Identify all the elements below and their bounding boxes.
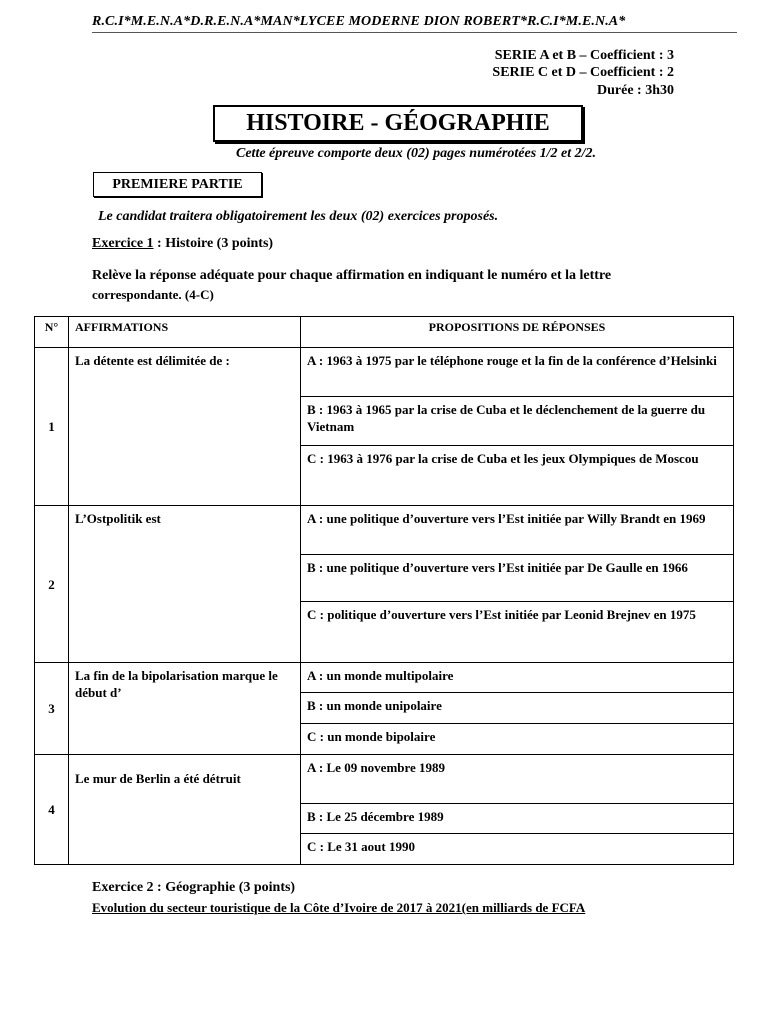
row-number: 1 xyxy=(35,348,69,506)
option: B : une politique d’ouverture vers l’Est initiée par De Gaulle en 1966 xyxy=(301,555,734,602)
exercise2-subtitle: Evolution du secteur touristique de la Côte d’Ivoire de 2017 à 2021(en milliards de FCFA xyxy=(92,900,586,915)
option: A : une politique d’ouverture vers l’Est initiée par Willy Brandt en 1969 xyxy=(301,506,734,555)
table-row xyxy=(35,663,734,693)
exercise1-label: Exercice 1 xyxy=(92,236,154,251)
coefficient-line-1: SERIE A et B – Coefficient : 3 xyxy=(494,48,674,63)
option: A : 1963 à 1975 par le téléphone rouge et la fin de la conférence d’Helsinki xyxy=(301,348,734,397)
instruction-line-1: Relève la réponse adéquate pour chaque affirmation en indiquant le numéro et la lettre xyxy=(92,268,612,283)
header-line: R.C.I*M.E.N.A*D.R.E.N.A*MAN*LYCEE MODERNE DION ROBERT*R.C.I*M.E.N.A* xyxy=(92,14,737,33)
row-number: 2 xyxy=(35,506,69,663)
candidate-note: Le candidat traitera obligatoirement les deux (02) exercices proposés. xyxy=(98,209,499,224)
duration: Durée : 3h30 xyxy=(597,83,674,98)
option: B : Le 25 décembre 1989 xyxy=(301,804,734,834)
option: A : Le 09 novembre 1989 xyxy=(301,755,734,804)
page-title: HISTOIRE - GÉOGRAPHIE xyxy=(213,105,583,142)
table-row xyxy=(35,348,734,397)
pages-note: Cette épreuve comporte deux (02) pages numérotées 1/2 et 2/2. xyxy=(236,146,597,161)
part-label: PREMIERE PARTIE xyxy=(93,172,262,197)
exercise1-instruction xyxy=(92,266,692,304)
option: A : un monde multipolaire xyxy=(301,663,734,693)
option: B : 1963 à 1965 par la crise de Cuba et le déclenchement de la guerre du Vietnam xyxy=(301,397,734,446)
row-number: 3 xyxy=(35,663,69,755)
instruction-line-2: correspondante. (4-C) xyxy=(92,287,214,302)
table-header-row xyxy=(35,317,734,348)
option: C : un monde bipolaire xyxy=(301,724,734,755)
coefficient-line-2: SERIE C et D – Coefficient : 2 xyxy=(492,65,674,80)
option: B : un monde unipolaire xyxy=(301,693,734,724)
affirmation: Le mur de Berlin a été détruit xyxy=(69,755,301,865)
option: C : Le 31 aout 1990 xyxy=(301,834,734,865)
affirmation: L’Ostpolitik est xyxy=(69,506,301,663)
header-affirmations: AFFIRMATIONS xyxy=(69,317,301,348)
affirmation: La détente est délimitée de : xyxy=(69,348,301,506)
option: C : 1963 à 1976 par la crise de Cuba et les jeux Olympiques de Moscou xyxy=(301,446,734,506)
table-row xyxy=(35,755,734,804)
exercise1-rest: : Histoire (3 points) xyxy=(153,236,274,251)
exercise2-heading: Exercice 2 : Géographie (3 points) xyxy=(92,880,296,895)
header-num: N° xyxy=(35,317,69,348)
affirmation: La fin de la bipolarisation marque le début d’ xyxy=(69,663,301,755)
exercise1-heading xyxy=(92,236,273,252)
option: C : politique d’ouverture vers l’Est initiée par Leonid Brejnev en 1975 xyxy=(301,602,734,663)
questions-table xyxy=(34,316,734,865)
row-number: 4 xyxy=(35,755,69,865)
table-row xyxy=(35,506,734,555)
header-propositions: PROPOSITIONS DE RÉPONSES xyxy=(301,317,734,348)
